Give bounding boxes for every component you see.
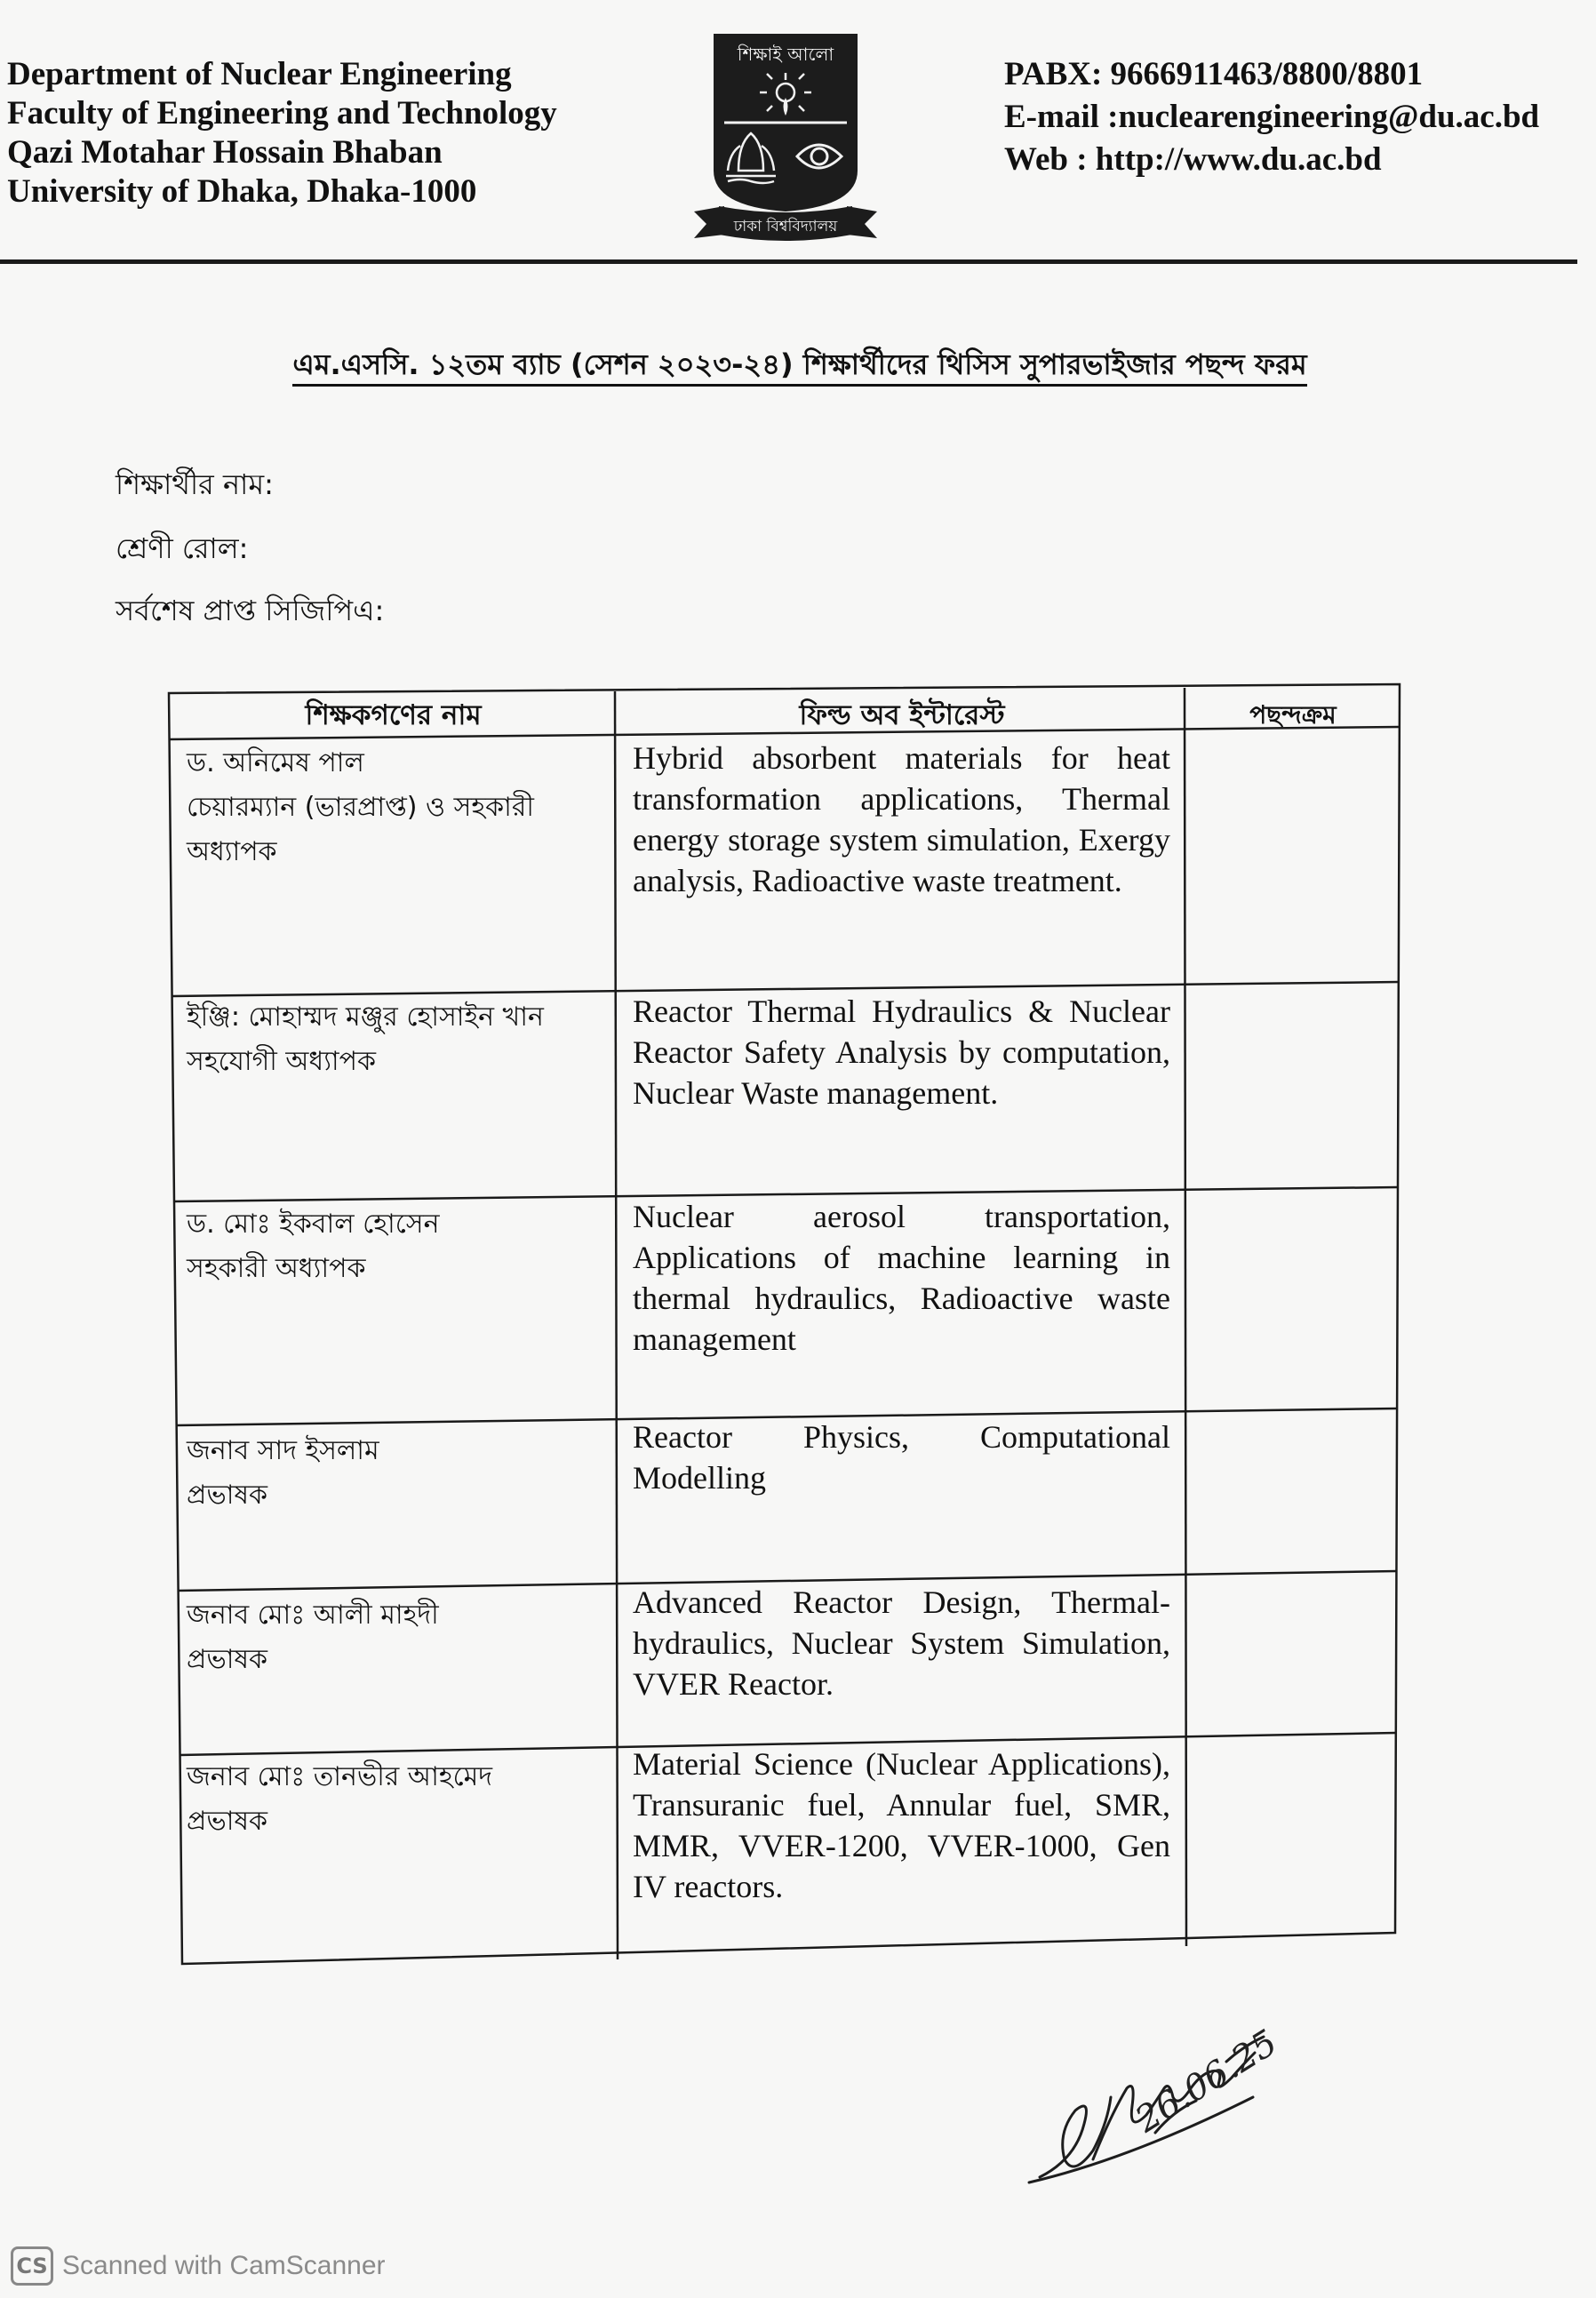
preference-cell[interactable] — [1191, 986, 1395, 1186]
teacher-name: ইঞ্জি: মোহাম্মদ মঞ্জুর হোসাইন খান — [187, 1001, 544, 1033]
teacher-name-cell — [187, 1593, 604, 1682]
logo-ribbon-text: ঢাকা বিশ্ববিদ্যালয় — [733, 218, 838, 235]
cgpa-label: সর্বশেষ প্রাপ্ত সিজিপিএ: — [116, 594, 385, 627]
teacher-designation: প্রভাষক — [187, 1480, 267, 1511]
teacher-name-cell — [187, 995, 604, 1084]
address-line: University of Dhaka, Dhaka-1000 — [7, 173, 477, 210]
teacher-name: ড. মোঃ ইকবাল হোসেন — [187, 1209, 440, 1240]
form-title: এম.এসসি. ১২তম ব্যাচ (সেশন ২০২৩-২৪) শিক্ষার্থীদের থিসিস সুপারভাইজার পছন্দ ফরম — [133, 345, 1466, 384]
preference-cell[interactable] — [1191, 1737, 1395, 1928]
address-line: Qazi Motahar Hossain Bhaban — [7, 134, 443, 171]
department-address — [7, 55, 557, 211]
column-header-field-of-interest: ফিল্ড অব ইন্টারেস্ট — [799, 699, 1005, 731]
field-of-interest-cell: Hybrid absorbent materials for heat transformation applications, Thermal energy storage system simulation, Exergy analysis, Radioactive waste treatment. — [633, 740, 1170, 898]
address-line: Department of Nuclear Engineering — [7, 56, 512, 92]
teacher-name-cell — [187, 1429, 604, 1518]
column-header-preference: পছন্দক্রম — [1249, 700, 1337, 730]
teacher-designation: চেয়ারম্যান (ভারপ্রাপ্ত) ও সহকারী — [187, 792, 534, 823]
teacher-name: ড. অনিমেষ পাল — [187, 747, 364, 778]
teacher-name: জনাব মোঃ আলী মাহদী — [187, 1600, 439, 1631]
camscanner-logo-icon: CS — [11, 2246, 53, 2286]
teacher-name-cell — [187, 741, 604, 874]
teacher-name-cell — [187, 1755, 604, 1844]
teacher-name-cell — [187, 1202, 604, 1291]
signature-date: 26.06.25 — [1129, 2022, 1285, 2142]
field-of-interest-cell: Advanced Reactor Design, Thermal-hydraulics, Nuclear System Simulation, VVER Reactor. — [633, 1584, 1170, 1702]
teacher-designation: অধ্যাপক — [187, 836, 277, 867]
preference-cell[interactable] — [1191, 1191, 1395, 1408]
teacher-name: জনাব মোঃ তানভীর আহমেদ — [187, 1761, 493, 1792]
column-header-teacher-name: শিক্ষকগণের নাম — [305, 699, 482, 731]
email-line: E-mail :nuclearengineering@du.ac.bd — [1004, 99, 1540, 135]
preference-cell[interactable] — [1191, 1575, 1395, 1730]
field-of-interest-cell: Reactor Physics, Computational Modelling — [633, 1419, 1170, 1496]
web-line: Web : http://www.du.ac.bd — [1004, 141, 1382, 178]
logo-motto: শিক্ষাই আলো — [737, 44, 834, 65]
student-name-label: শিক্ষার্থীর নাম: — [116, 467, 274, 501]
field-of-interest-cell: Nuclear aerosol transportation, Applications of machine learning in thermal hydraulics, Radioactive waste management — [633, 1199, 1170, 1357]
teacher-designation: সহকারী অধ্যাপক — [187, 1253, 366, 1284]
class-roll-label: শ্রেণী রোল: — [116, 531, 249, 565]
preference-cell[interactable] — [1191, 741, 1395, 981]
preference-cell[interactable] — [1191, 1413, 1395, 1568]
field-of-interest-cell: Material Science (Nuclear Applications), Transuranic fuel, Annular fuel, SMR, MMR, VVER-1200, VVER-1000, Gen IV reactors. — [633, 1746, 1170, 1904]
teacher-designation: প্রভাষক — [187, 1806, 267, 1837]
camscanner-watermark: Scanned with CamScanner — [62, 2251, 386, 2280]
letterhead-divider — [0, 259, 1577, 264]
teacher-name: জনাব সাদ ইসলাম — [187, 1435, 379, 1466]
teacher-designation: প্রভাষক — [187, 1644, 267, 1675]
university-logo — [689, 28, 882, 252]
field-of-interest-cell: Reactor Thermal Hydraulics & Nuclear Reactor Safety Analysis by computation, Nuclear Waste management. — [633, 993, 1170, 1111]
contact-info — [1004, 53, 1539, 181]
teacher-designation: সহযোগী অধ্যাপক — [187, 1046, 376, 1077]
address-line: Faculty of Engineering and Technology — [7, 95, 557, 132]
pabx-line: PABX: 9666911463/8800/8801 — [1004, 56, 1424, 92]
